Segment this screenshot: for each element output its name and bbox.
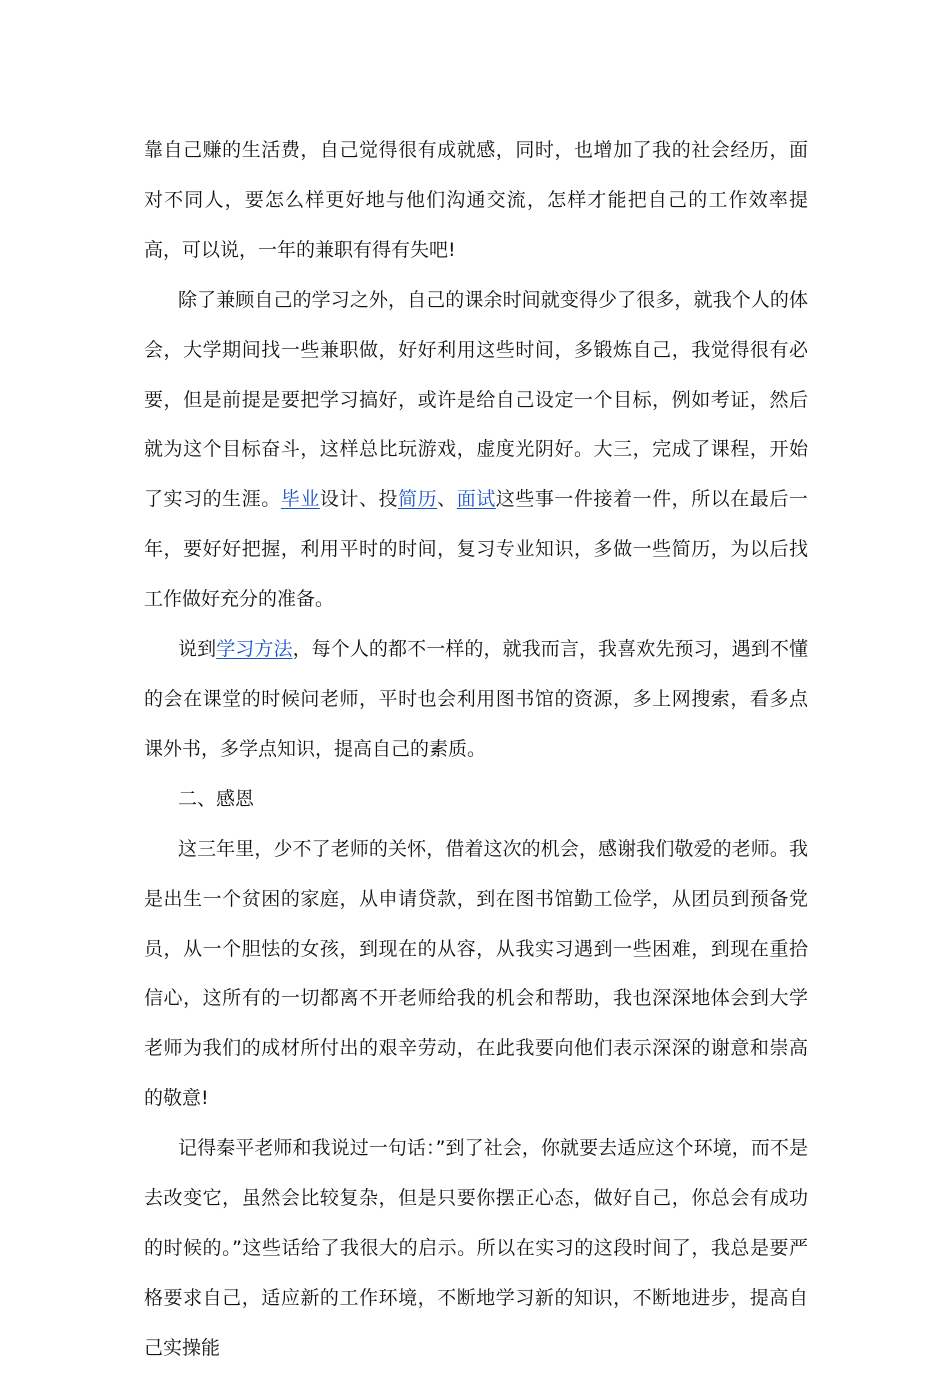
- paragraph-text: 这些事一件接着一件，所以在最后一年，要好好把握，利用平时的时间，复习专业知识，多做一些简历，为以后找工作做好充分的准备。: [144, 488, 808, 611]
- paragraph-text: 、: [437, 488, 457, 511]
- paragraph-text: ，每个人的都不一样的，就我而言，我喜欢先预习，遇到不懂的会在课堂的时候问老师，平时也会利用图书馆的资源，多上网搜索，看多点课外书，多学点知识，提高自己的素质。: [144, 638, 808, 760]
- paragraph-text: 除了兼顾自己的学习之外，自己的课余时间就变得少了很多，就我个人的体会，大学期间找一些兼职做，好好利用这些时间，多锻炼自己，我觉得很有必要，但是前提是要把学习搞好，或许是给自己设定一个目标，例如考证，然后就为这个目标奋斗，这样总比玩游戏，虚度光阴好。大三，完成了课程，开始了实习的生涯。: [144, 288, 808, 511]
- paragraph-text: 说到: [178, 638, 217, 661]
- link-study-method[interactable]: 学习方法: [216, 638, 293, 661]
- link-graduation[interactable]: 毕业: [280, 488, 320, 511]
- paragraph-part-time-job: 靠自己赚的生活费，自己觉得很有成就感，同时，也增加了我的社会经历，面对不同人，要怎么样更好地与他们沟通交流，怎样才能把自己的工作效率提高，可以说，一年的兼职有得有失吧!: [144, 139, 808, 261]
- paragraph-study-balance: [144, 276, 808, 625]
- paragraph-gratitude: 这三年里，少不了老师的关怀，借着这次的机会，感谢我们敬爱的老师。我是出生一个贫困的家庭，从申请贷款，到在图书馆勤工俭学，从团员到预备党员，从一个胆怯的女孩，到现在的从容，从我实习遇到一些困难，到现在重拾信心，这所有的一切都离不开老师给我的机会和帮助，我也深深地体会到大学老师为我们的成材所付出的艰辛劳动，在此我要向他们表示深深的谢意和崇高的敬意!: [144, 837, 808, 1110]
- paragraph-teacher-quote: 记得秦平老师和我说过一句话：”到了社会，你就要去适应这个环境，而不是去改变它，虽然会比较复杂，但是只要你摆正心态，做好自己，你总会有成功的时候的。”这些话给了我很大的启示。所以在实习的这段时间了，我总是要严格要求自己，适应新的工作环境，不断地学习新的知识，不断地进步，提高自己实操能: [144, 1137, 808, 1359]
- paragraph-text: 设计、投: [319, 488, 399, 511]
- document-page: [144, 126, 808, 1374]
- link-resume[interactable]: 简历: [398, 488, 438, 511]
- section-heading-gratitude: 二、感恩: [178, 787, 255, 810]
- paragraph-study-method: [144, 625, 808, 775]
- link-interview[interactable]: 面试: [456, 488, 496, 511]
